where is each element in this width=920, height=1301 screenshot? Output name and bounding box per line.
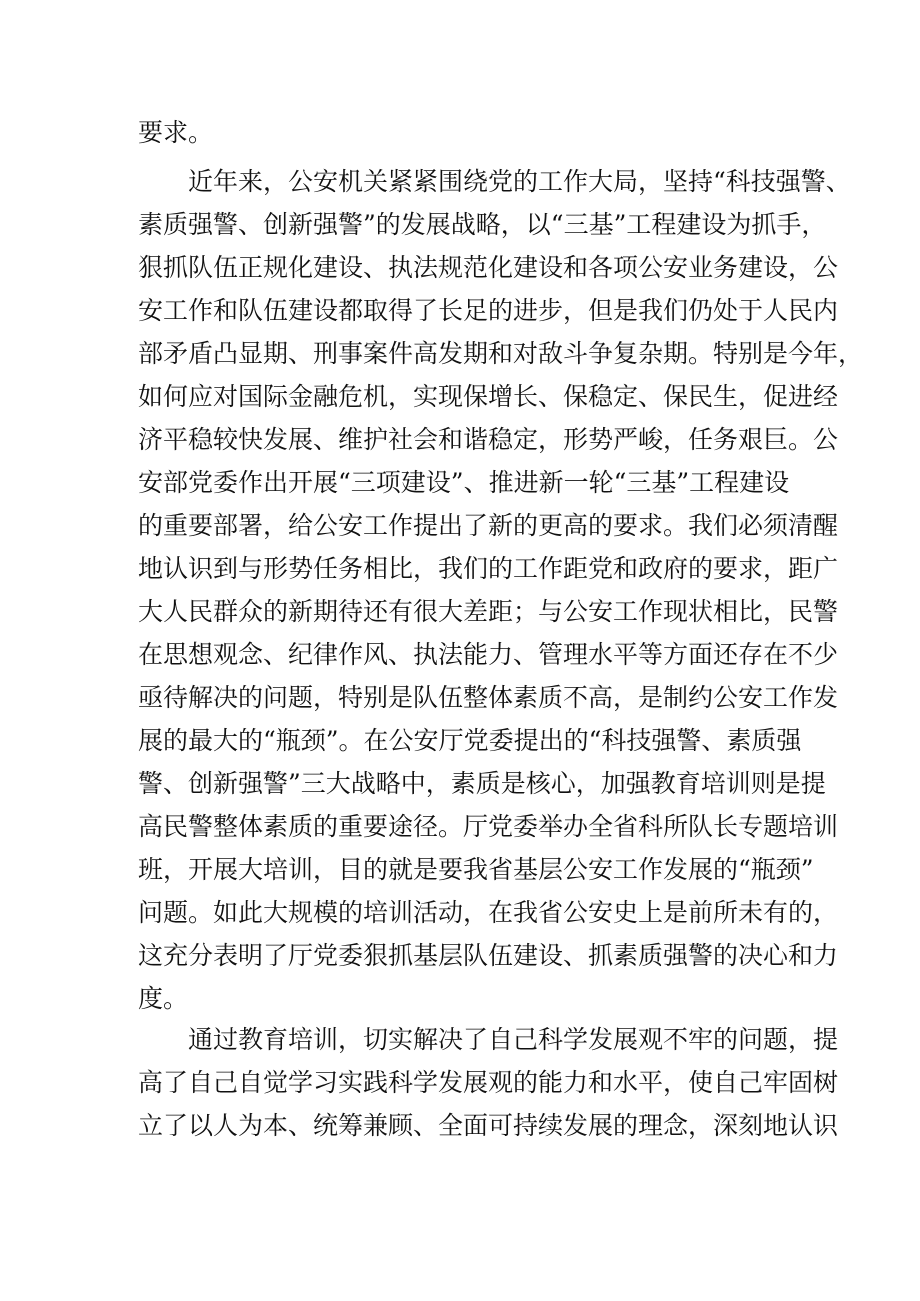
paragraph-line: 狠抓队伍正规化建设、执法规范化建设和各项公安业务建设，公 bbox=[138, 253, 839, 282]
paragraph-line: 要求。 bbox=[138, 118, 214, 147]
paragraph-line: 这充分表明了厅党委狠抓基层队伍建设、抓素质强警的决心和力 bbox=[138, 941, 839, 970]
paragraph-line: 如何应对国际金融危机，实现保增长、保稳定、保民生，促进经 bbox=[138, 382, 839, 411]
paragraph-line: 素质强警、创新强警”的发展战略，以“三基”工程建设为抓手， bbox=[138, 210, 827, 239]
paragraph-line: 通过教育培训，切实解决了自己科学发展观不牢的问题，提 bbox=[188, 1025, 839, 1054]
paragraph-line: 高民警整体素质的重要途径。厅党委举办全省科所队长专题培训 bbox=[138, 812, 839, 841]
paragraph-line: 安部党委作出开展“三项建设”、推进新一轮“三基”工程建设 bbox=[138, 468, 790, 497]
paragraph-3 bbox=[138, 1018, 839, 1147]
paragraph-line: 亟待解决的问题，特别是队伍整体素质不高，是制约公安工作发 bbox=[138, 683, 839, 712]
paragraph-2 bbox=[138, 160, 864, 1020]
paragraph-line: 问题。如此大规模的培训活动，在我省公安史上是前所未有的， bbox=[138, 898, 839, 927]
paragraph-line: 济平稳较快发展、维护社会和谐稳定，形势严峻，任务艰巨。公 bbox=[138, 425, 839, 454]
paragraph-line: 度。 bbox=[138, 984, 189, 1013]
paragraph-line: 立了以人为本、统筹兼顾、全面可持续发展的理念，深刻地认识 bbox=[138, 1111, 839, 1140]
paragraph-line: 在思想观念、纪律作风、执法能力、管理水平等方面还存在不少 bbox=[138, 640, 839, 669]
paragraph-line: 的重要部署，给公安工作提出了新的更高的要求。我们必须清醒 bbox=[138, 511, 839, 540]
paragraph-line: 地认识到与形势任务相比，我们的工作距党和政府的要求，距广 bbox=[138, 554, 839, 583]
paragraph-line: 大人民群众的新期待还有很大差距；与公安工作现状相比，民警 bbox=[138, 597, 839, 626]
paragraph-line: 安工作和队伍建设都取得了长足的进步，但是我们仍处于人民内 bbox=[138, 296, 839, 325]
paragraph-line: 部矛盾凸显期、刑事案件高发期和对敌斗争复杂期。特别是今年， bbox=[138, 339, 864, 368]
paragraph-1 bbox=[138, 111, 788, 154]
paragraph-line: 展的最大的“瓶颈”。在公安厅党委提出的“科技强警、素质强 bbox=[138, 726, 802, 755]
paragraph-line: 警、创新强警”三大战略中，素质是核心，加强教育培训则是提 bbox=[138, 769, 826, 798]
paragraph-line: 高了自己自觉学习实践科学发展观的能力和水平，使自己牢固树 bbox=[138, 1068, 839, 1097]
paragraph-line: 近年来，公安机关紧紧围绕党的工作大局，坚持“科技强警、 bbox=[188, 167, 851, 196]
paragraph-line: 班，开展大培训，目的就是要我省基层公安工作发展的“瓶颈” bbox=[138, 855, 814, 884]
